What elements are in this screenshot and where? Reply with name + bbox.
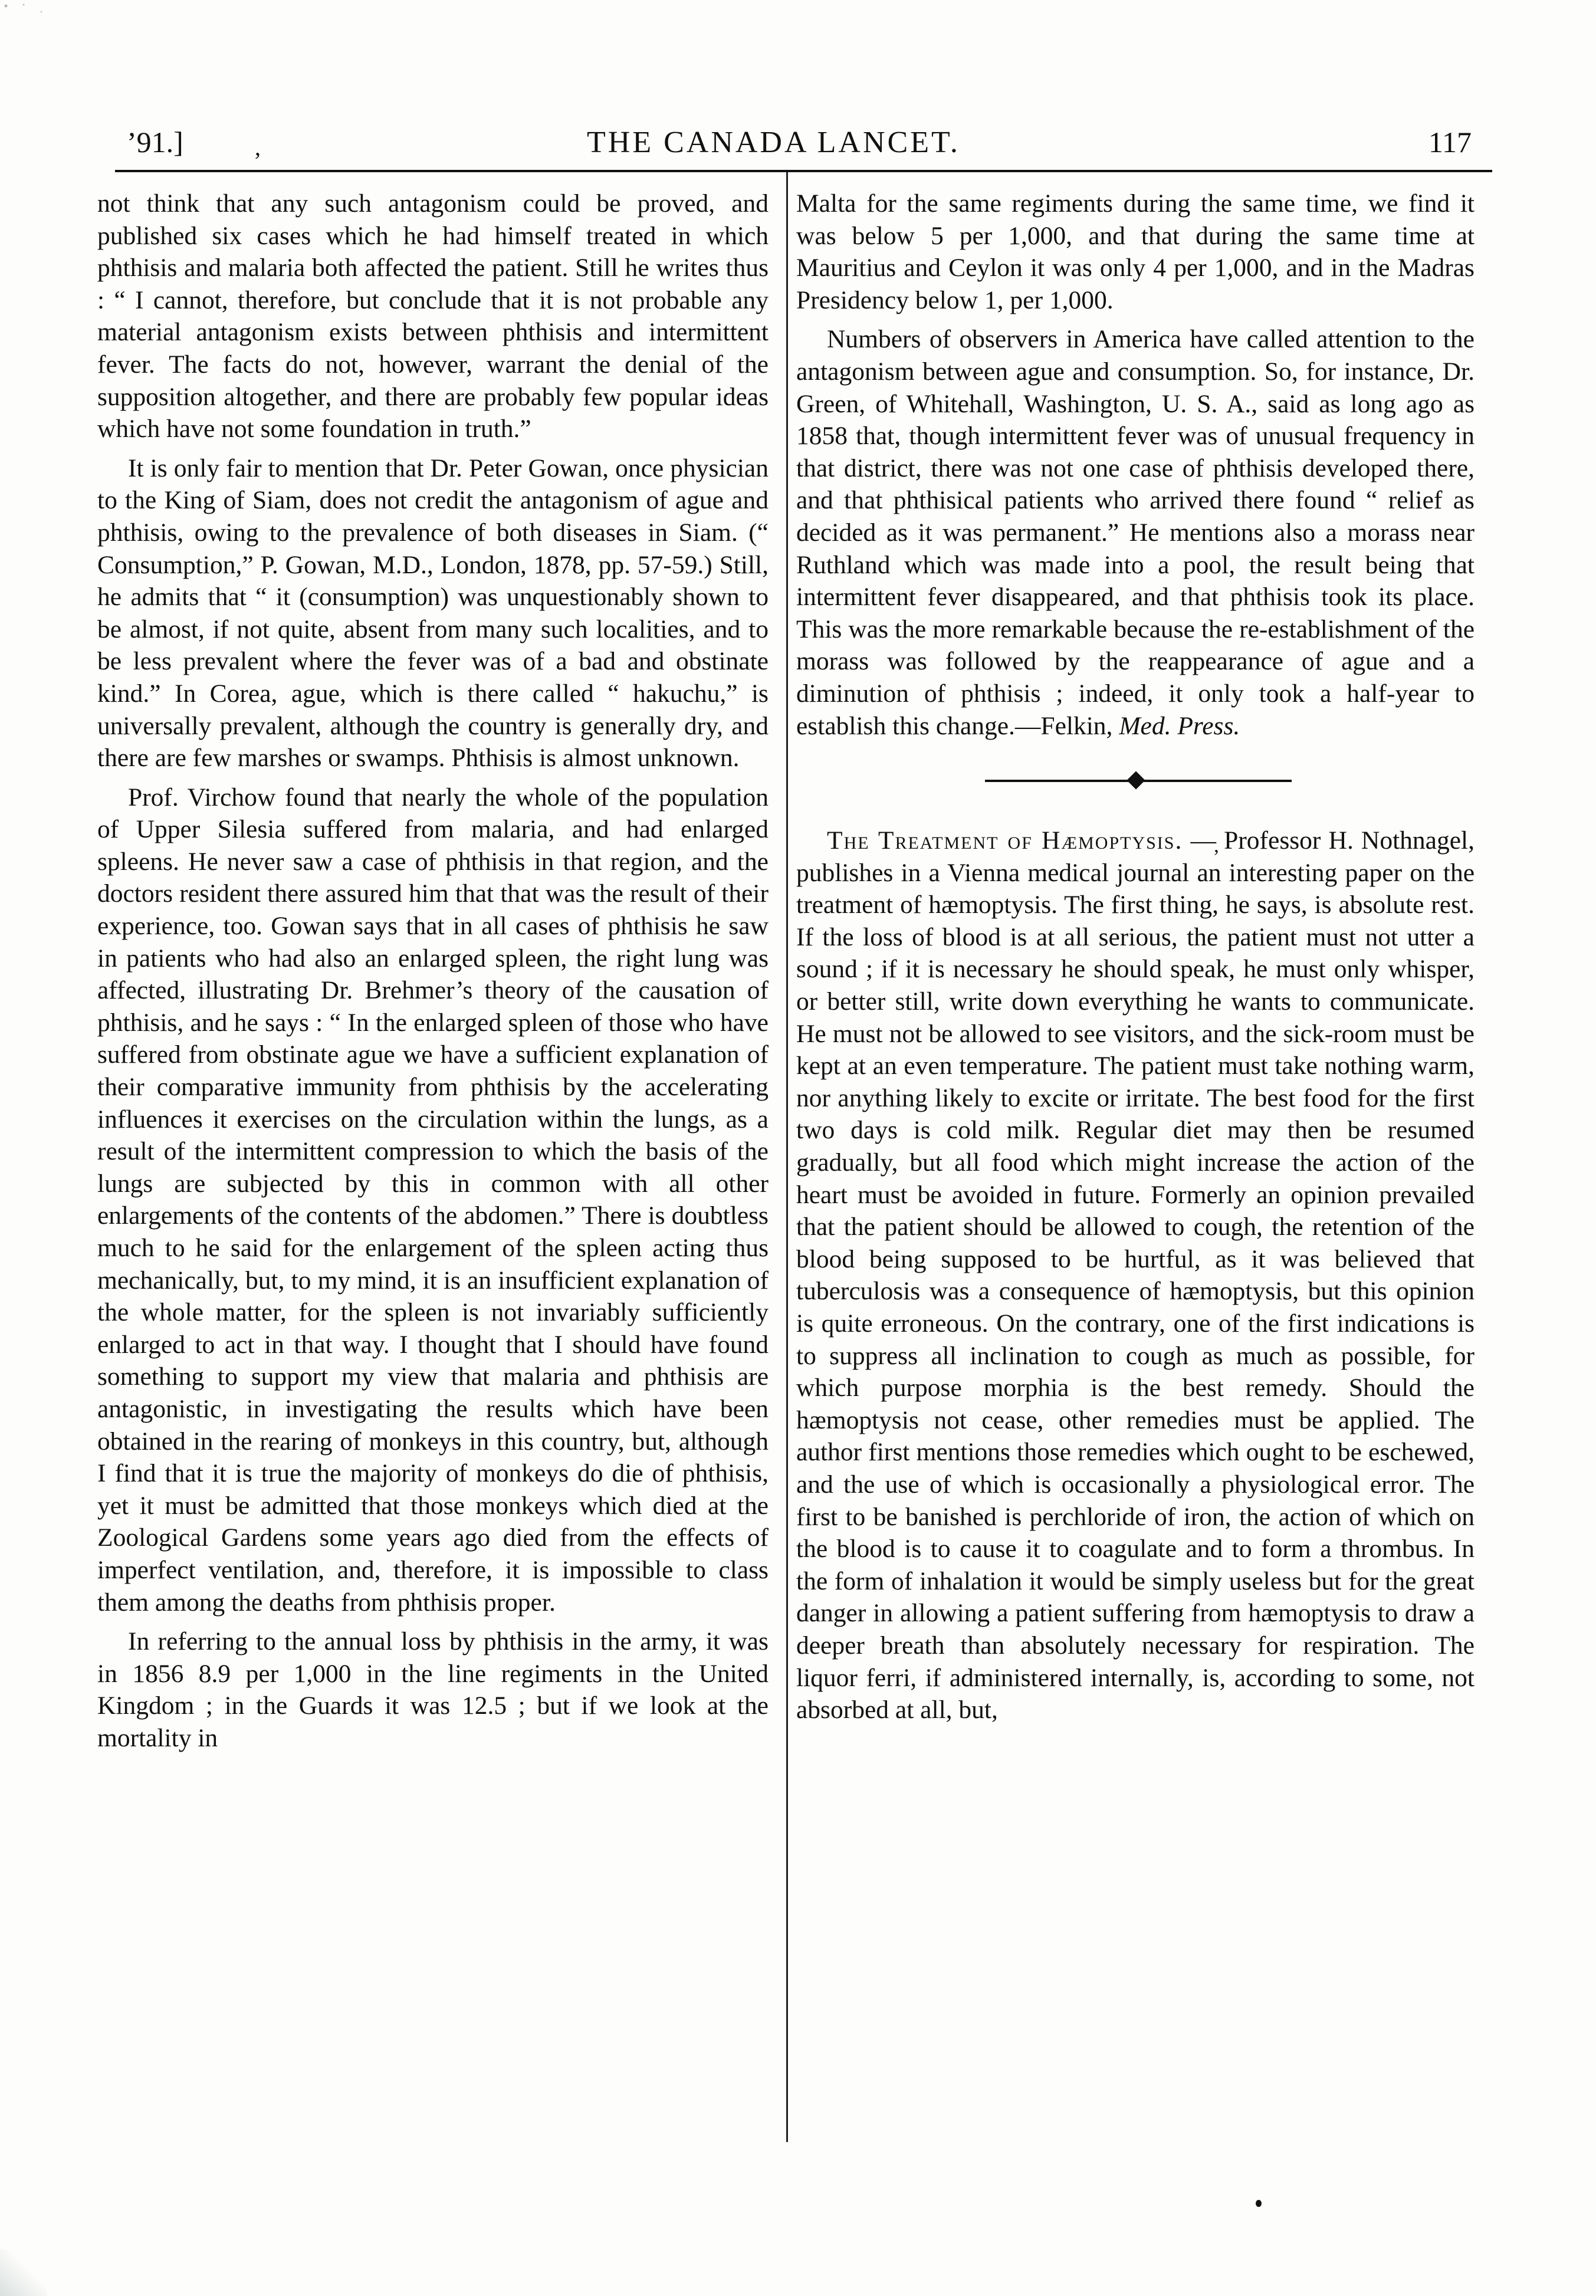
left-paragraph-4: In referring to the annual loss by phthisis in the army, it was in 1856 8.9 per 1,000 in the line regiments in the United Kingdom ; in the Guards it was 12.5 ; but if we look at the mortality in (97, 1627, 769, 1752)
journal-title: THE CANADA LANCET. (587, 126, 960, 159)
header-year: ’91.] (127, 126, 183, 159)
left-column (97, 188, 769, 1755)
header-stray-mark: ‚ (254, 134, 262, 160)
right-paragraph-2 (796, 323, 1475, 742)
scan-speckle (0, 0, 71, 35)
page-number: 117 (1428, 126, 1472, 159)
ornament-diamond-icon (1127, 771, 1145, 790)
running-head (127, 125, 1472, 166)
right-paragraph-3-text: —̦ Professor H. Nothnagel, publishes in a Vienna medical journal an interesting paper on the treatment of hæmoptysis. The first thing, he says, is absolute rest. If the loss of blood is at all serious, the patient must not utter a sound ; if it is necessary he should speak, he must only whisper, or better still, write down everything he wants to communicate. He must not be allowed to see visitors, and the sick-room must be kept at an even temperature. The patient must take nothing warm, nor anything likely to excite or irritate. The best food for the first two days is cold milk. Regular diet may then be resumed gradually, but all food which might increase the action of the heart must be avoided in future. Formerly an opinion prevailed that the patient should be allowed to cough, the retention of the blood being supposed to be hurtful, as it was believed that tuberculosis was a consequence of hæmoptysis, but this opinion is quite erroneous. On the contrary, one of the first indications is to suppress all inclination to cough as much as possible, for which purpose morphia is the best remedy. Should the hæmoptysis not cease, other remedies must be applied. The author first mentions those remedies which ought to be eschewed, and the use of which is occasionally a physiological error. The first to be banished is perchloride of iron, the action of which on the blood is to cause it to coagulate and to form a thrombus. In the form of inhalation it would be simply useless but for the great danger in allowing a patient suffering from hæmoptysis to draw a deeper breath than absolutely necessary for respiration. The liquor ferri, if administered internally, is, according to some, not absorbed at all, but, (796, 826, 1475, 1725)
right-column (796, 188, 1475, 1726)
right-paragraph-1: Malta for the same regiments during the same time, we find it was below 5 per 1,000, and that during the same time at Mauritius and Ceylon it was only 4 per 1,000, and in the Madras Presidency below 1, per 1,000. (796, 189, 1475, 314)
header-rule (115, 170, 1492, 172)
right-paragraph-3 (796, 825, 1475, 1726)
section-divider-ornament (796, 754, 1475, 807)
stray-ink-dot (1256, 2200, 1262, 2207)
column-divider (786, 172, 788, 2142)
scan-stain (0, 2249, 47, 2296)
article-heading: The Treatment of Hæmoptysis. (827, 826, 1183, 855)
citation-source: Med. Press. (1119, 711, 1240, 740)
left-paragraph-3: Prof. Virchow found that nearly the whole of the population of Upper Silesia suffered from malaria, and had enlarged spleens. He never saw a case of phthisis in that region, and the doctors resident there assured him that that was the result of their experience, too. Gowan says that in all cases of phthisis he saw in patients who had also an enlarged spleen, the right lung was affected, illustrating Dr. Brehmer’s theory of the causation of phthisis, and he says : “ In the enlarged spleen of those who have suffered from obstinate ague we have a sufficient explanation of their comparative immunity from phthisis by the accelerating influences it exercises on the circulation within the lungs, as a result of the intermittent compression to which the basis of the lungs are subjected by this in common with all other enlargements of the contents of the abdomen.” There is doubtless much to he said for the enlargement of the spleen acting thus mechanically, but, to my mind, it is an insufficient explanation of the whole matter, for the spleen is not invariably sufficiently enlarged to act in that way. I thought that I should have found something to support my view that malaria and phthisis are antagonistic, in investigating the results which have been obtained in the rearing of monkeys in this country, but, although I find that it is true the majority of monkeys do die of phthisis, yet it must be admitted that those monkeys which died at the Zoological Gardens some years ago died from the effects of imperfect ventilation, and, therefore, it is impossible to class them among the deaths from phthisis proper. (97, 783, 769, 1617)
left-paragraph-2: It is only fair to mention that Dr. Peter Gowan, once physician to the King of Siam, does not credit the antagonism of ague and phthisis, owing to the prevalence of both diseases in Siam. (“ Consumption,” P. Gowan, M.D., London, 1878, pp. 57-59.) Still, he admits that “ it (consumption) was unquestionably shown to be almost, if not quite, absent from many such localities, and to be less prevalent where the fever was of a bad and obstinate kind.” In Corea, ague, which is there called “ hakuchu,” is universally prevalent, although the country is generally dry, and there are few marshes or swamps. Phthisis is almost unknown. (97, 454, 769, 773)
left-paragraph-1: not think that any such antagonism could be proved, and published six cases which he had himself treated in which phthisis and malaria both affected the patient. Still he writes thus : “ I cannot, therefore, but conclude that it is not probable any material antagonism exists between phthisis and intermittent fever. The facts do not, however, warrant the denial of the supposition altogether, and there are probably few popular ideas which have not some foundation in truth.” (97, 189, 769, 444)
right-paragraph-2-text: Numbers of observers in America have called attention to the antagonism between ague and consumption. So, for instance, Dr. Green, of Whitehall, Washington, U. S. A., said as long ago as 1858 that, though intermittent fever was of unusual frequency in that district, there was not one case of phthisis developed there, and that phthisical patients who arrived there found “ relief as decided as it was permanent.” He mentions also a morass near Ruthland which was made into a pool, the result being that intermittent fever disappeared, and that phthisis took its place. This was the more remarkable because the re-establishment of the morass was followed by the reappearance of ague and a diminution of phthisis ; indeed, it only took a half-year to establish this change.—Felkin, (796, 325, 1475, 740)
